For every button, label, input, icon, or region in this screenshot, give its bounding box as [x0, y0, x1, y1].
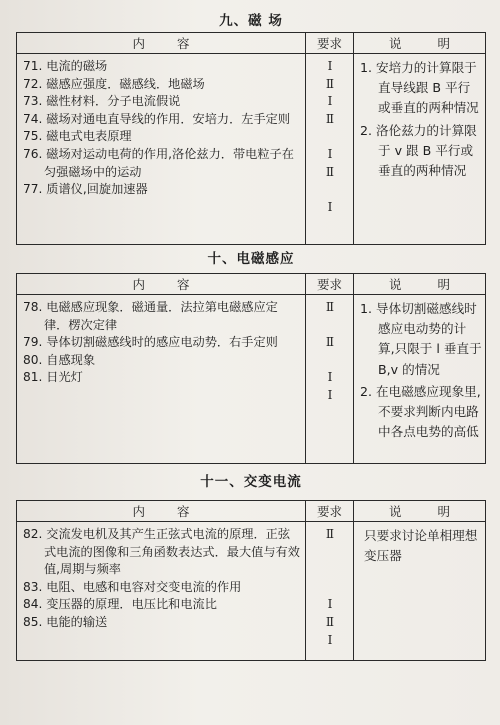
list-item: 72. 磁感应强度．磁感线．地磁场 — [23, 76, 205, 91]
notes-cell — [354, 295, 486, 464]
list-item: 80. 自感现象 — [23, 352, 96, 367]
list-item: 85. 电能的输送 — [23, 614, 108, 629]
list-item: 77. 质谱仪,回旋加速器 — [23, 182, 148, 197]
requirement-level: Ⅱ — [325, 164, 335, 179]
note-text: 2. 洛伦兹力的计算限于 v 跟 B 平行或垂直的两种情况 — [360, 122, 477, 179]
list-item: 84. 变压器的原理．电压比和电流比 — [23, 597, 217, 612]
requirement-level: Ⅱ — [325, 111, 335, 126]
notes-header: 说 明 — [354, 33, 486, 54]
list-item: 78. 电磁感应现象．磁通量．法拉第电磁感应定律．楞次定律 — [23, 300, 278, 332]
section-title-alternating-current: 十一、交变电流 — [200, 474, 302, 490]
section-table-electromagnetic-induction — [16, 273, 486, 464]
content-header: 内 容 — [17, 274, 306, 295]
list-item: 83. 电阻、电感和电容对交变电流的作用 — [23, 579, 242, 594]
requirement-header: 要求 — [306, 33, 354, 54]
requirement-level: Ⅰ — [327, 199, 333, 214]
requirement-cell — [306, 295, 354, 464]
requirement-cell — [306, 54, 354, 245]
table-body-row — [17, 54, 486, 245]
note-text: 只要求讨论单相理想变压器 — [364, 528, 478, 564]
requirement-header: 要求 — [306, 274, 354, 295]
content-header: 内 容 — [17, 501, 306, 522]
list-item: 75. 磁电式电表原理 — [23, 129, 132, 144]
requirement-level: Ⅰ — [327, 94, 333, 109]
notes-header: 说 明 — [354, 274, 486, 295]
requirement-level: Ⅰ — [327, 370, 333, 385]
note-text: 2. 在电磁感应现象里,不要求判断内电路中各点电势的高低 — [360, 383, 481, 440]
list-item: 76. 磁场对运动电荷的作用,洛伦兹力．带电粒子在匀强磁场中的运动 — [23, 146, 294, 179]
requirement-level: Ⅱ — [325, 76, 335, 91]
requirement-level: Ⅰ — [327, 146, 333, 161]
list-item: 82. 交流发电机及其产生正弦式电流的原理．正弦式电流的图像和三角函数表达式．最大值与有效值,周期与频率 — [23, 527, 300, 577]
requirement-level: Ⅱ — [325, 614, 335, 629]
list-item: 74. 磁场对通电直导线的作用．安培力．左手定则 — [23, 111, 291, 126]
table-header-row — [17, 33, 486, 54]
table-header-row — [17, 274, 486, 295]
requirement-level: Ⅱ — [325, 335, 335, 350]
section-title-magnetic-field: 九、磁 场 — [219, 13, 283, 29]
table-header-row — [17, 501, 486, 522]
list-item: 81. 日光灯 — [23, 370, 83, 385]
requirement-level: Ⅰ — [327, 59, 333, 73]
requirement-level: Ⅱ — [325, 527, 335, 541]
content-cell — [17, 54, 306, 245]
section-table-alternating-current — [16, 500, 486, 661]
note-text: 1. 安培力的计算限于直导线跟 B 平行或垂直的两种情况 — [360, 60, 479, 116]
requirement-header: 要求 — [306, 501, 354, 522]
section-title-electromagnetic-induction: 十、电磁感应 — [207, 251, 295, 267]
note-text: 1. 导体切割磁感线时感应电动势的计算,只限于 l 垂直于 B,v 的情况 — [360, 301, 482, 377]
notes-header: 说 明 — [354, 501, 486, 522]
requirement-level: Ⅰ — [327, 387, 333, 402]
requirement-cell — [306, 522, 354, 661]
section-table-magnetic-field — [16, 32, 486, 245]
content-cell — [17, 522, 306, 661]
table-body-row — [17, 522, 486, 661]
requirement-level: Ⅰ — [327, 597, 333, 612]
requirement-level: Ⅱ — [325, 300, 335, 314]
notes-cell — [354, 522, 486, 661]
list-item: 73. 磁性材料．分子电流假说 — [23, 94, 181, 109]
table-body-row — [17, 295, 486, 464]
notes-cell — [354, 54, 486, 245]
requirement-level: Ⅰ — [327, 632, 333, 647]
list-item: 79. 导体切割磁感线时的感应电动势．右手定则 — [23, 335, 278, 350]
content-header: 内 容 — [17, 33, 306, 54]
content-cell — [17, 295, 306, 464]
list-item: 71. 电流的磁场 — [23, 59, 108, 73]
